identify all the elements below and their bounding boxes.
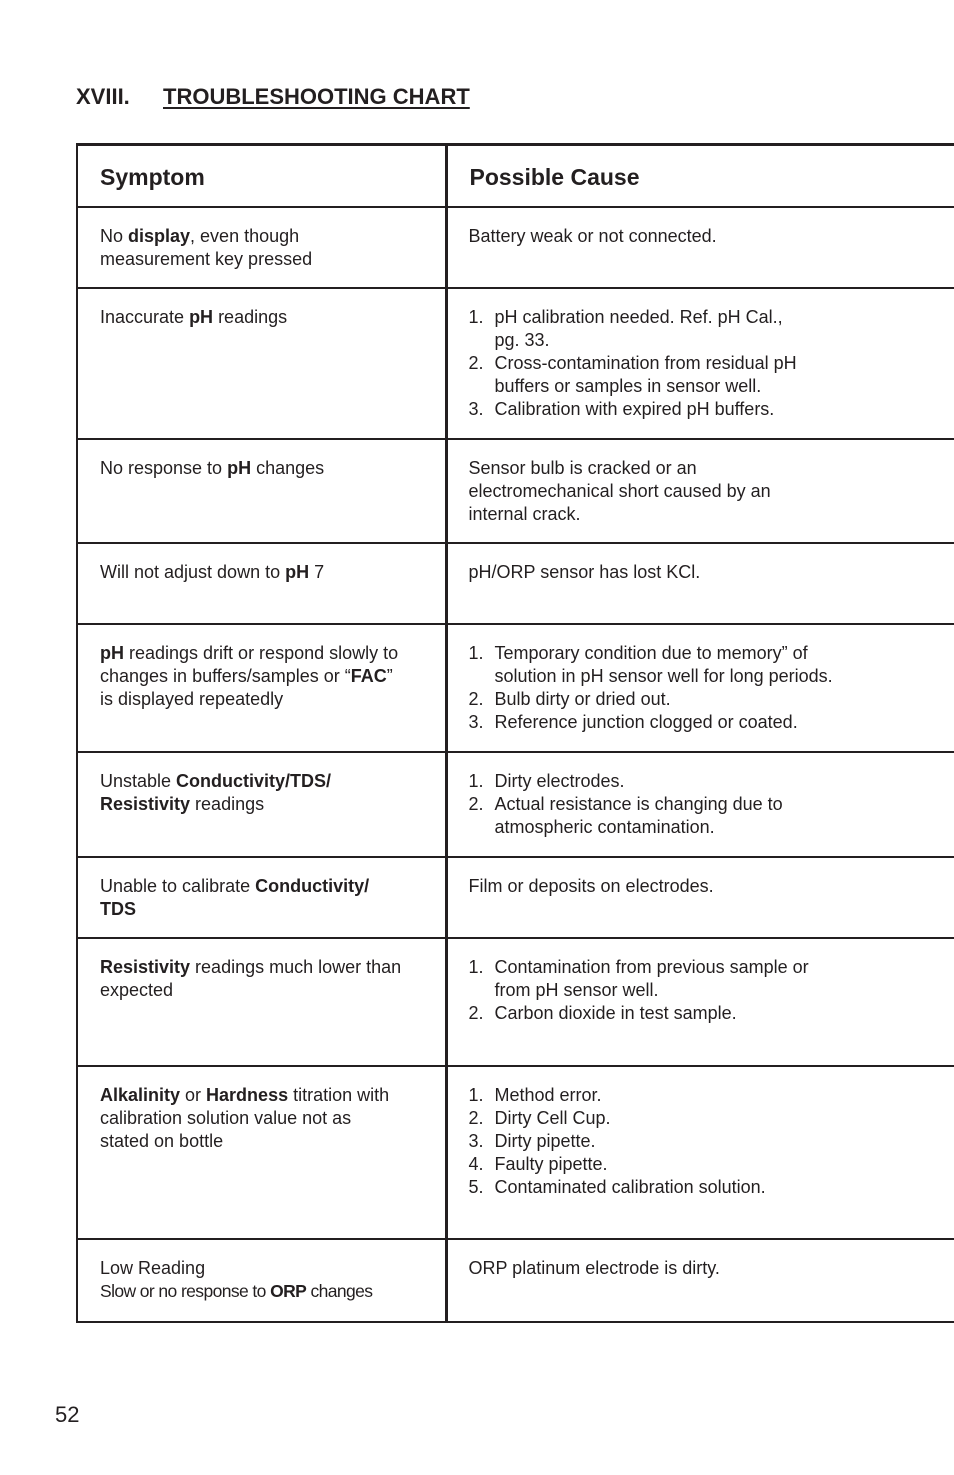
table-row — [77, 543, 954, 624]
symptom-emphasis: Resistivity — [100, 956, 191, 977]
cause-list-item — [469, 306, 950, 352]
symptom-text: ” is displayed repeatedly — [100, 665, 393, 709]
cause-list-item — [469, 1176, 950, 1199]
cause-text: pH/ORP sensor has lost KCl. — [468, 561, 701, 582]
table-row — [77, 288, 954, 439]
cause-cell — [446, 543, 954, 624]
symptom-cell — [77, 288, 446, 439]
table-row — [77, 1239, 954, 1322]
symptom-text: Will not adjust down to — [100, 561, 286, 582]
cause-list-item — [469, 1107, 950, 1130]
symptom-text: Unable to calibrate — [100, 875, 256, 896]
cause-text: Battery weak or not connected. — [468, 225, 717, 246]
symptom-text: titration with calibration solution value not as stated on bottle — [100, 1084, 390, 1151]
cause-cell — [446, 1239, 954, 1322]
cause-item-number: 2. — [468, 793, 484, 814]
cause-item-number: 3. — [468, 711, 484, 732]
symptom-emphasis: pH — [227, 457, 252, 478]
cause-list — [469, 956, 950, 1025]
symptom-emphasis: Conductivity/TDS/ Resistivity — [100, 770, 332, 814]
cause-list-item — [469, 793, 950, 839]
cause-item-number: 1. — [468, 770, 484, 791]
cause-item-text: Contaminated calibration solution. — [494, 1176, 766, 1197]
cause-list-item — [469, 770, 950, 793]
symptom-emphasis: Alkalinity — [100, 1084, 181, 1105]
cause-item-number: 2. — [468, 1002, 484, 1023]
cause-item-text: Temporary condition due to memory” of solution in pH sensor well for long periods. — [494, 642, 833, 686]
cause-cell — [446, 439, 954, 543]
symptom-text: , even though measurement key pressed — [100, 225, 313, 269]
symptom-cell — [77, 1239, 446, 1322]
table-row — [77, 1066, 954, 1239]
cause-list — [469, 770, 950, 839]
cause-item-number: 4. — [468, 1153, 484, 1174]
symptom-text: changes — [251, 457, 325, 478]
cause-cell — [446, 752, 954, 857]
symptom-emphasis: pH — [285, 561, 310, 582]
symptom-emphasis: pH — [100, 642, 124, 663]
cause-list — [469, 306, 950, 421]
cause-item-number: 2. — [468, 352, 484, 373]
table-row — [77, 207, 954, 288]
page-number: 52 — [55, 1402, 80, 1427]
cause-cell — [446, 288, 954, 439]
cause-text: ORP platinum electrode is dirty. — [468, 1257, 720, 1278]
cause-item-text: Dirty Cell Cup. — [494, 1107, 611, 1128]
symptom-text: Unstable — [100, 770, 177, 791]
cause-list-item — [469, 711, 950, 734]
symptom-emphasis: display — [128, 225, 191, 246]
cause-item-number: 1. — [468, 306, 484, 327]
cause-list — [469, 642, 950, 734]
cause-column-header: Possible Cause — [446, 145, 954, 207]
symptom-cell — [77, 1066, 446, 1239]
symptom-text: Slow or no response to — [100, 1280, 271, 1301]
section-title: TROUBLESHOOTING CHART — [163, 84, 470, 109]
cause-item-number: 3. — [468, 398, 484, 419]
cause-item-text: Carbon dioxide in test sample. — [494, 1002, 737, 1023]
symptom-text: readings drift or respond slowly to changes in buffers/samples or “ — [100, 642, 399, 686]
cause-cell — [446, 938, 954, 1066]
cause-item-number: 3. — [468, 1130, 484, 1151]
symptom-cell — [77, 752, 446, 857]
symptom-text: changes — [306, 1280, 373, 1301]
symptom-text: Inaccurate — [100, 306, 190, 327]
cause-list-item — [469, 642, 950, 688]
symptom-cell — [77, 207, 446, 288]
cause-cell — [446, 1066, 954, 1239]
cause-list — [469, 1084, 950, 1199]
cause-item-number: 5. — [468, 1176, 484, 1197]
symptom-text: Low Reading — [100, 1257, 206, 1278]
symptom-cell — [77, 624, 446, 752]
cause-item-number: 2. — [468, 688, 484, 709]
cause-list-item — [469, 1002, 950, 1025]
cause-item-text: Calibration with expired pH buffers. — [494, 398, 775, 419]
cause-list-item — [469, 1084, 950, 1107]
cause-list-item — [469, 1130, 950, 1153]
symptom-text: readings — [190, 793, 265, 814]
symptom-text: readings much lower than expected — [100, 956, 402, 1000]
table-row — [77, 439, 954, 543]
table-row — [77, 752, 954, 857]
cause-item-text: Dirty pipette. — [494, 1130, 596, 1151]
cause-item-number: 1. — [468, 642, 484, 663]
cause-item-number: 1. — [468, 956, 484, 977]
symptom-emphasis: pH — [189, 306, 214, 327]
cause-cell — [446, 624, 954, 752]
cause-item-text: Faulty pipette. — [494, 1153, 608, 1174]
cause-cell — [446, 857, 954, 938]
cause-item-text: pH calibration needed. Ref. pH Cal., pg. 33. — [494, 306, 783, 350]
table-row — [77, 938, 954, 1066]
table-row — [77, 624, 954, 752]
cause-cell — [446, 207, 954, 288]
symptom-emphasis: FAC — [350, 665, 387, 686]
cause-text: Sensor bulb is cracked or an electromechanical short caused by an internal crack. — [468, 457, 771, 524]
symptom-emphasis: ORP — [270, 1280, 307, 1301]
cause-list-item — [469, 1153, 950, 1176]
cause-item-text: Method error. — [494, 1084, 602, 1105]
symptom-text: readings — [213, 306, 288, 327]
symptom-cell — [77, 857, 446, 938]
symptom-cell — [77, 439, 446, 543]
symptom-text: No — [100, 225, 129, 246]
cause-item-text: Reference junction clogged or coated. — [494, 711, 798, 732]
troubleshooting-table — [76, 143, 954, 1323]
symptom-emphasis: Conductivity/ TDS — [100, 875, 370, 919]
cause-item-text: Contamination from previous sample or from pH sensor well. — [494, 956, 809, 1000]
cause-item-text: Actual resistance is changing due to atmospheric contamination. — [494, 793, 783, 837]
section-heading — [76, 84, 470, 110]
symptom-column-header: Symptom — [77, 145, 446, 207]
symptom-text: or — [180, 1084, 207, 1105]
cause-text: Film or deposits on electrodes. — [468, 875, 714, 896]
table-row — [77, 857, 954, 938]
symptom-cell — [77, 938, 446, 1066]
symptom-cell — [77, 543, 446, 624]
cause-item-text: Cross-contamination from residual pH buffers or samples in sensor well. — [494, 352, 797, 396]
cause-list-item — [469, 352, 950, 398]
cause-list-item — [469, 956, 950, 1002]
cause-list-item — [469, 398, 950, 421]
section-number: XVIII. — [76, 84, 130, 109]
table-header-row — [77, 145, 954, 207]
cause-item-text: Dirty electrodes. — [494, 770, 625, 791]
symptom-text: No response to — [100, 457, 228, 478]
symptom-text: 7 — [309, 561, 325, 582]
cause-item-text: Bulb dirty or dried out. — [494, 688, 671, 709]
cause-list-item — [469, 688, 950, 711]
cause-item-number: 1. — [468, 1084, 484, 1105]
symptom-emphasis: Hardness — [206, 1084, 289, 1105]
cause-item-number: 2. — [468, 1107, 484, 1128]
